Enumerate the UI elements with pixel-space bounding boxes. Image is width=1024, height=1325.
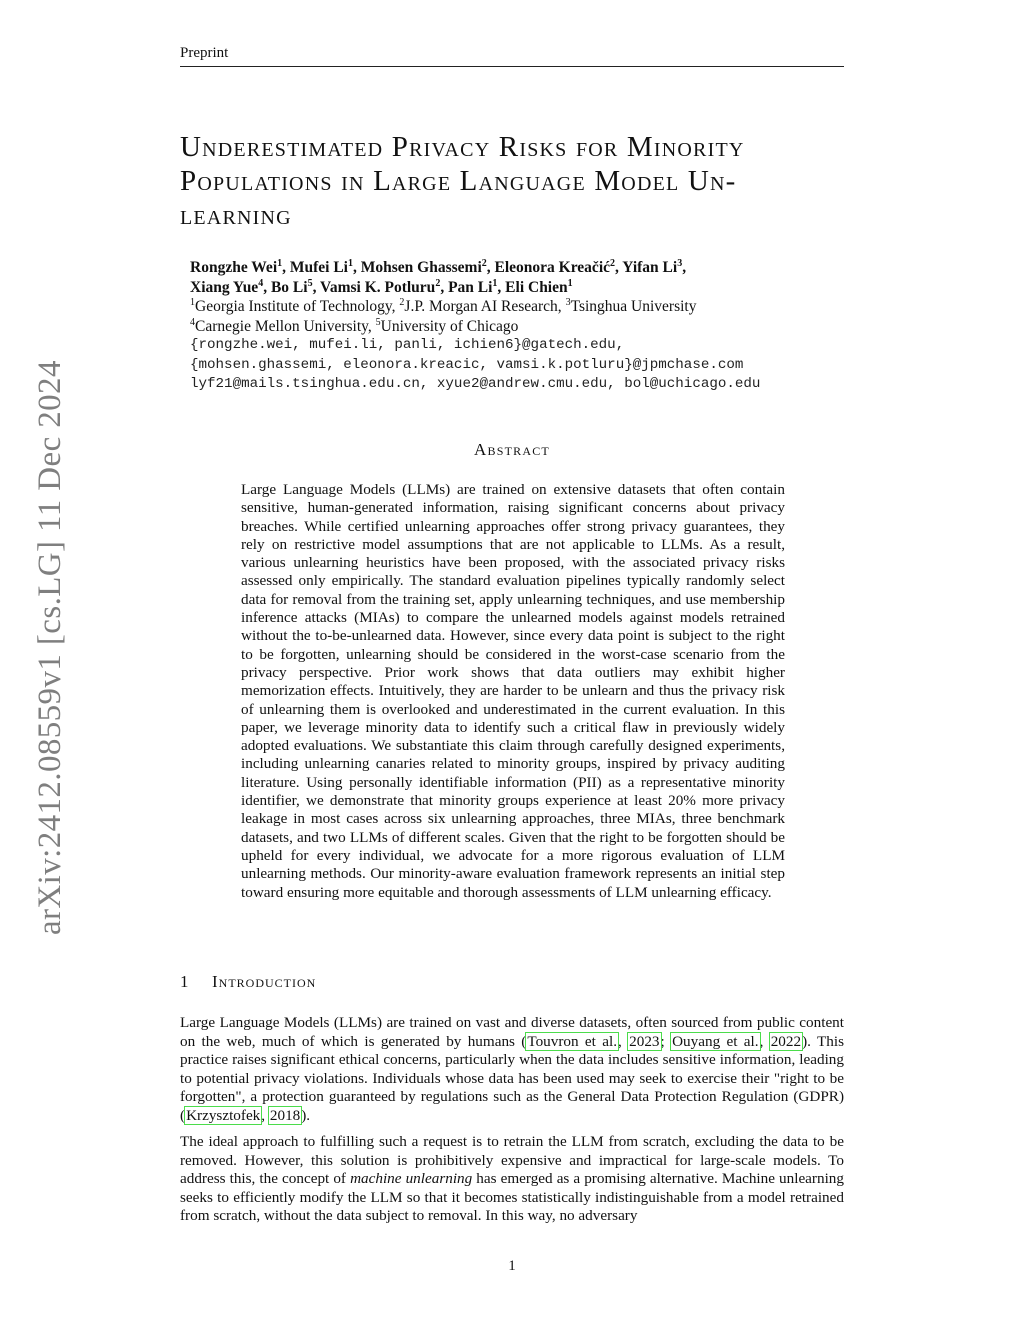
author-affil-sup: 5 — [307, 277, 313, 289]
author-name: Xiang Yue — [190, 278, 259, 296]
citation-link[interactable]: Krzysztofek — [186, 1106, 261, 1124]
citation-link[interactable]: Ouyang et al. — [672, 1032, 759, 1050]
author-affil-sup: 2 — [435, 277, 441, 289]
author-affil-sup: 4 — [258, 277, 264, 289]
author-list-line-2: Xiang Yue$^4$, Bo Li$^5$, Vamsi K. Potluru$^2$, Pan Li$^1$, Eli Chien$^1$ — [190, 277, 573, 296]
author-name: Bo Li — [270, 278, 308, 296]
author-affil-sup: 2 — [610, 258, 616, 269]
emphasis-term: machine unlearning — [350, 1170, 473, 1188]
author-block — [190, 258, 850, 395]
intro-paragraph-1: Large Language Models (LLMs) are trained on vast and diverse datasets, often sourced from public content on the web, much of which is generated by humans (Touvron et al., 2023; Ouyang et al., 2022). This practice raises significant ethical concerns, particularly when the data includes sensitive information, leading to potential privacy violations. Individuals whose data has been used may seek to exercise their "right to be forgotten", a protection guaranteed by regulations such as the General Data Protection Regulation (GDPR) (Krzysztofek, 2018). — [180, 1014, 844, 1124]
paper-title — [180, 130, 850, 232]
section-heading-introduction — [180, 972, 316, 992]
author-name: Rongzhe Wei — [190, 259, 278, 276]
running-header — [180, 44, 844, 67]
author-list-line-1: Rongzhe Wei$^1$, Mufei Li$^1$, Mohsen Ghassemi$^2$, Eleonora Kreačić$^2$, Yifan Li$^3$, — [190, 258, 687, 276]
author-name: Yifan Li — [622, 259, 678, 276]
affiliation-line-1: $^1$Georgia Institute of Technology, $^2$J.P. Morgan AI Research, $^3$Tsinghua University — [190, 297, 697, 315]
section-title: Introduction — [212, 972, 317, 991]
title-line-3: learning — [180, 199, 292, 231]
author-name: Mohsen Ghassemi — [360, 259, 482, 276]
citation-link[interactable]: 2022 — [770, 1032, 802, 1050]
author-affil-sup: 1 — [492, 277, 498, 289]
author-name: Eli Chien — [505, 278, 568, 296]
author-name: Mufei Li — [289, 259, 348, 276]
title-line-2: Populations in Large Language Model Un- — [180, 165, 737, 197]
intro-paragraph-2: The ideal approach to fulfilling such a request is to retrain the LLM from scratch, excluding the data to be removed. However, this solution is prohibitively expensive and impractical for large-scale models. To address this, the concept of machine unlearning has emerged as a promising alternative. Machine unlearning seeks to efficiently modify the LLM so that it becomes statistically indistinguishable from a model retrained from scratch, without the data subject to removal. In this way, no adversary — [180, 1133, 844, 1225]
abstract-body: Large Language Models (LLMs) are trained on extensive datasets that often contain sensitive, human-generated information, raising significant concerns about privacy breaches. While certified unlearning approaches offer strong privacy guarantees, they rely on restrictive model assumptions that are not applicable to LLMs. As a result, various unlearning heuristics have been proposed, with the associated privacy risks assessed only empirically. The standard evaluation pipelines typically randomly select data for removal from the training set, apply unlearning techniques, and use membership inference attacks (MIAs) to compare the unlearned models against models retrained without the to-be-unlearned data. However, since every data point is subject to the right to be forgotten, unlearning should be considered in the worst-case scenario from the privacy perspective. Prior work shows that data outliers may exhibit higher memorization effects. Intuitively, they are harder to be unlearn and thus the privacy risk of unlearning them is overlooked and underestimated in the current evaluation. In this paper, we leverage minority data to identify such a critical flaw in previously widely adopted evaluations. We substantiate this claim through carefully designed experiments, including unlearning canaries related to minority groups, inspired by privacy auditing literature. Using personally identifiable information (PII) as a representative minority identifier, we demonstrate that minority groups experience at least 20% more privacy leakage in most cases across six unlearning approaches, three MIAs, three benchmark datasets, and two LLMs of different scales. Given that the right to be forgotten should be upheld for every individual, we advocate for a more rigorous evaluation of LLM unlearning methods. Our minority-aware evaluation framework represents an initial step toward ensuring more equitable and thorough assessments of LLM unlearning efficacy. — [241, 481, 785, 901]
arxiv-identifier-stamp: arXiv:2412.08559v1 [cs.LG] 11 Dec 2024 — [32, 360, 68, 935]
email-line-1: {rongzhe.wei, mufei.li, panli, ichien6}@gatech.edu, — [190, 337, 625, 353]
affiliation-line-2: $^4$Carnegie Mellon University, $^5$University of Chicago — [190, 316, 519, 335]
abstract-heading: Abstract — [474, 440, 550, 459]
author-name: Pan Li — [448, 278, 493, 296]
citation-link[interactable]: 2018 — [269, 1106, 301, 1124]
page-number: 1 — [508, 1258, 516, 1274]
author-name: Vamsi K. Potluru — [320, 278, 436, 296]
author-name: Eleonora Kreačić — [494, 259, 611, 276]
author-affil-sup: 2 — [481, 258, 487, 269]
author-affil-sup: 1 — [277, 258, 283, 269]
title-line-1: Underestimated Privacy Risks for Minority — [180, 131, 745, 163]
email-line-3: lyf21@mails.tsinghua.edu.cn, xyue2@andrew.cmu.edu, bol@uchicago.edu — [190, 376, 761, 392]
author-affil-sup: 3 — [677, 258, 683, 269]
email-line-2: {mohsen.ghassemi, eleonora.kreacic, vamsi.k.potluru}@jpmchase.com — [190, 356, 744, 373]
author-affil-sup: 1 — [348, 258, 353, 269]
section-number: 1 — [180, 972, 190, 991]
author-affil-sup: 1 — [567, 277, 573, 289]
citation-link[interactable]: Touvron et al. — [527, 1032, 617, 1050]
header-label: Preprint — [180, 45, 229, 61]
citation-link[interactable]: 2023 — [629, 1032, 660, 1050]
